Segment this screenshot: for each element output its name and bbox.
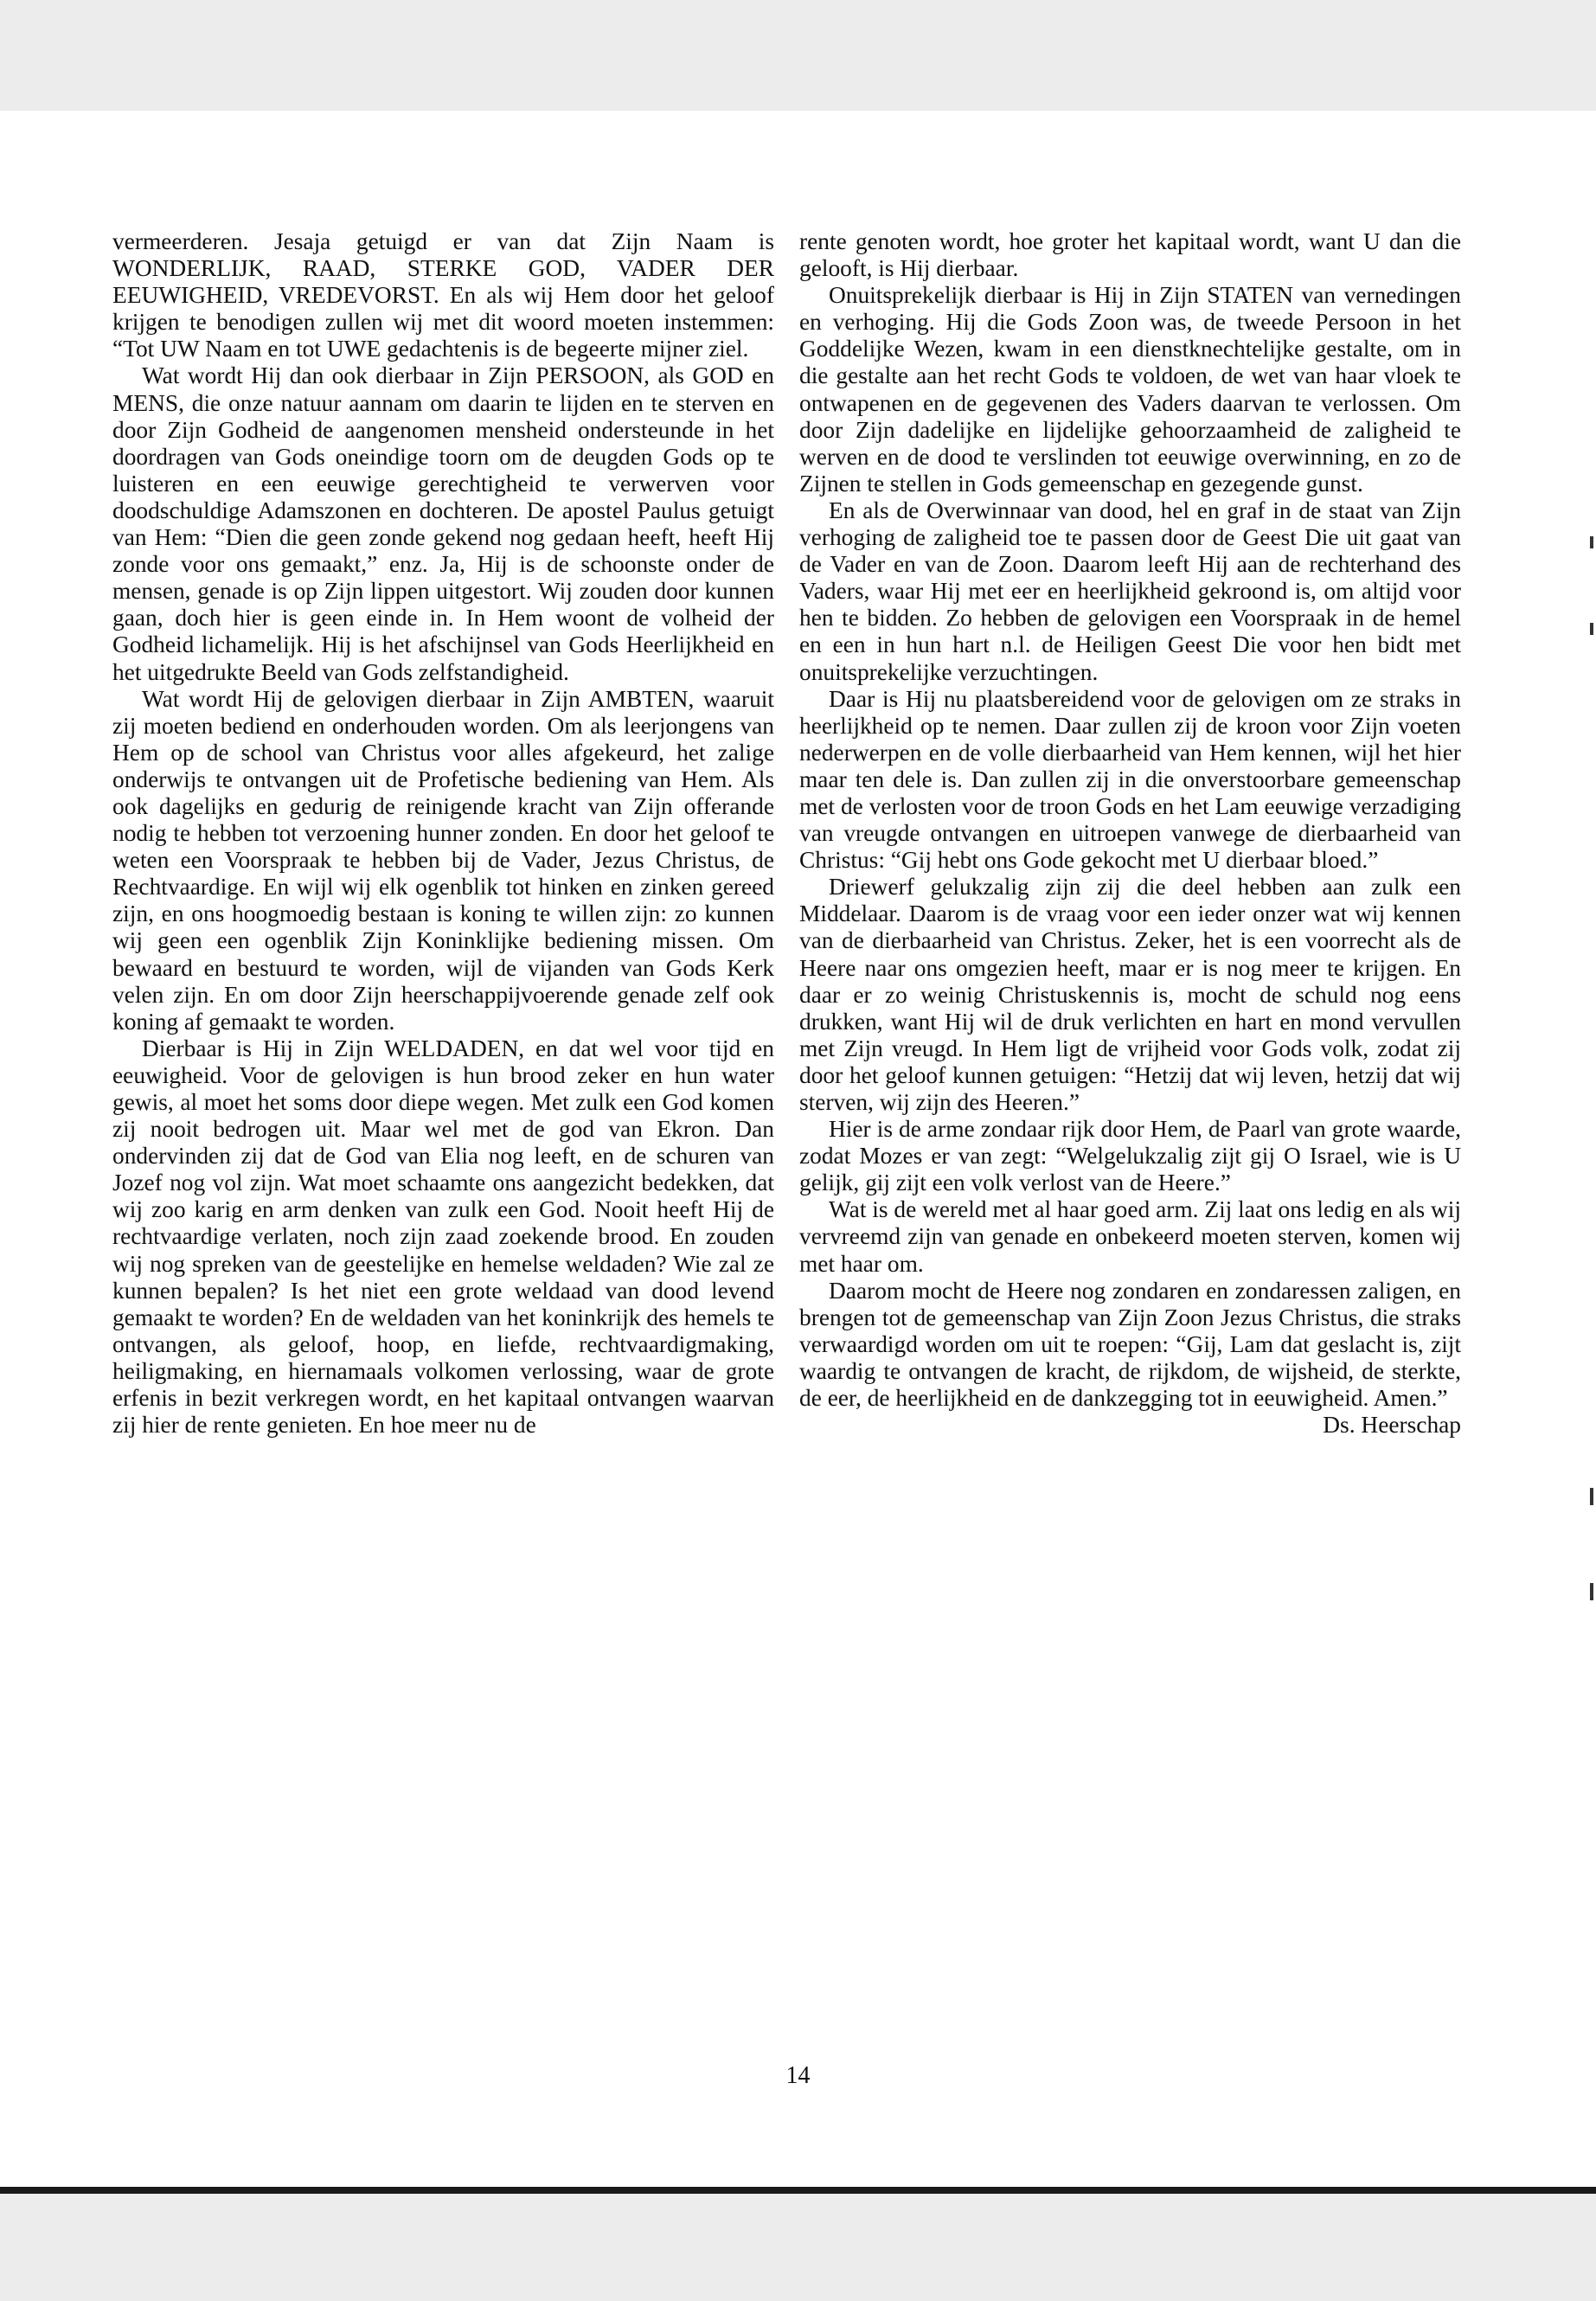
paragraph: Daarom mocht de Heere nog zondaren en zondaressen zaligen, en brengen tot de gemeenschap van Zijn Zoon Jezus Christus, die straks verwaardigd worden om uit te roepen: “Gij, Lam dat geslacht is, zijt waardig te ontvangen de kracht, de rijkdom, de wijsheid, de sterkte, de eer, de heerlijkheid en de dankzegging tot in eeuwigheid. Amen.” — [799, 1277, 1461, 1412]
right-text-column — [799, 228, 1461, 1439]
author-signature: Ds. Heerschap — [1323, 1412, 1461, 1439]
paragraph: rente genoten wordt, hoe groter het kapitaal wordt, want U dan die gelooft, is Hij dierbaar. — [799, 228, 1461, 282]
paragraph: Onuitsprekelijk dierbaar is Hij in Zijn STATEN van vernedingen en verhoging. Hij die Gods Zoon was, de tweede Persoon in het Goddelijke Wezen, kwam in een dienstknechtelijke gestalte, om in die gestalte aan het recht Gods te voldoen, de wet van haar vloek te ontwapenen en de gegevenen des Vaders daarvan te verlossen. Om door Zijn dadelijke en lijdelijke gehoorzaamheid de zaligheid te werven en de dood te verslinden tot eeuwige overwinning, en zo de Zijnen te stellen in Gods gemeenschap en gezegende gunst. — [799, 282, 1461, 497]
paragraph: Dierbaar is Hij in Zijn WELDADEN, en dat wel voor tijd en eeuwigheid. Voor de gelovigen is hun brood zeker en hun water gewis, al moet het soms door diepe wegen. Met zulk een God komen zij nooit bedrogen uit. Maar wel met de god van Ekron. Dan ondervinden zij dat de God van Elia nog leeft, en de schuren van Jozef nog vol zijn. Wat moet schaamte ons aangezicht bedekken, dat wij zoo karig en arm denken van zulk een God. Nooit heeft Hij de rechtvaardige verlaten, noch zijn zaad zoekende brood. En zouden wij nog spreken van de geestelijke en hemelse weldaden? Wie zal ze kunnen bepalen? Is het niet een grote weldaad van dood levend gemaakt te worden? En de weldaden van het koninkrijk des hemels te ontvangen, als geloof, hoop, en liefde, rechtvaardigmaking, heiligmaking, en hiernamaals volkomen verlossing, waar de grote erfenis in bezit verkregen wordt, en het kapitaal ontvangen waarvan zij hier de rente genieten. En hoe meer nu de — [112, 1035, 774, 1439]
paragraph: Driewerf gelukzalig zijn zij die deel hebben aan zulk een Middelaar. Daarom is de vraag voor een ieder onzer wat wij kennen van de dierbaarheid van Christus. Zeker, het is een voorrecht als de Heere naar ons omgezien heeft, maar er is nog meer te krijgen. En daar er zo weinig Christuskennis is, mocht de schuld nog eens drukken, want Hij wil de druk verlichten en hart en mond vervullen met Zijn vreugd. In Hem ligt de vrijheid voor Gods volk, zodat zij door het geloof kunnen getuigen: “Hetzij dat wij leven, hetzij dat wij sterven, wij zijn des Heeren.” — [799, 874, 1461, 1115]
scan-edge-mark — [1590, 1488, 1593, 1505]
paragraph: En als de Overwinnaar van dood, hel en graf in de staat van Zijn verhoging de zaligheid toe te passen door de Geest Die uit gaat van de Vader en van de Zoon. Daarom leeft Hij aan de rechterhand des Vaders, waar Hij met eer en heerlijkheid gekroond is, om altijd voor hen te bidden. Zo hebben de gelovigen een Voorspraak in de hemel en een in hun hart n.l. de Heiligen Geest Die voor hen bidt met onuitsprekelijke verzuchtingen. — [799, 497, 1461, 685]
scan-edge-mark — [1590, 536, 1593, 548]
paragraph: Daar is Hij nu plaatsbereidend voor de gelovigen om ze straks in heerlijkheid op te nemen. Daar zullen zij de kroon voor Zijn voeten nederwerpen en de volle dierbaarheid van Hem kennen, wijl het hier maar ten dele is. Dan zullen zij in die onverstoorbare gemeenschap met de verlosten voor de troon Gods en het Lam eeuwige verzadiging van vreugde ontvangen en uitroepen vanwege de dierbaarheid van Christus: “Gij hebt ons Gode gekocht met U dierbaar bloed.” — [799, 685, 1461, 874]
scan-edge-mark — [1590, 623, 1593, 635]
left-text-column — [112, 228, 774, 1439]
scan-top-margin — [0, 0, 1596, 111]
paragraph: Wat wordt Hij dan ook dierbaar in Zijn PERSOON, als GOD en MENS, die onze natuur aannam om daarin te lijden en te sterven en door Zijn Godheid de aangenomen mensheid ondersteunde in het doordragen van Gods oneindige toorn om de deugden Gods op te luisteren en een eeuwige gerechtigheid te verwerven voor doodschuldige Adamszonen en dochteren. De apostel Paulus getuigt van Hem: “Dien die geen zonde gekend nog gedaan heeft, heeft Hij zonde voor ons gemaakt,” enz. Ja, Hij is de schoonste onder de mensen, genade is op Zijn lippen uitgestort. Wij zouden door kunnen gaan, doch hier is geen einde in. In Hem woont de volheid der Godheid lichamelijk. Hij is het afschijnsel van Gods Heerlijkheid en het uitgedrukte Beeld van Gods zelfstandigheid. — [112, 362, 774, 685]
paragraph: vermeerderen. Jesaja getuigd er van dat Zijn Naam is WONDERLIJK, RAAD, STERKE GOD, VADER DER EEUWIGHEID, VREDEVORST. En als wij Hem door het geloof krijgen te benodigen zullen wij met dit woord moeten instemmen: “Tot UW Naam en tot UWE gedachtenis is de begeerte mijner ziel. — [112, 228, 774, 362]
paragraph: Hier is de arme zondaar rijk door Hem, de Paarl van grote waarde, zodat Mozes er van zegt: “Welgelukzalig zijt gij O Israel, wie is U gelijk, gij zijt een volk verlost van de Heere.” — [799, 1116, 1461, 1196]
paragraph: Wat wordt Hij de gelovigen dierbaar in Zijn AMBTEN, waaruit zij moeten bediend en onderhouden worden. Om als leerjongens van Hem op de school van Christus voor alles afgekeurd, het zalige onderwijs te ontvangen uit de Profetische bediening van Hem. Als ook dagelijks en gedurig de reinigende kracht van Zijn offerande nodig te hebben tot verzoening hunner zonden. En door het geloof te weten een Voorspraak te hebben bij de Vader, Jezus Christus, de Rechtvaardige. En wijl wij elk ogenblik tot hinken en zinken gereed zijn, en ons hoogmoedig bestaan is koning te willen zijn: zo kunnen wij geen een ogenblik Zijn Koninklijke bediening missen. Om bewaard en bestuurd te worden, wijl de vijanden van Gods Kerk velen zijn. En om door Zijn heerschappijvoerende genade zelf ook koning af gemaakt te worden. — [112, 685, 774, 1035]
scan-edge-mark — [1590, 1583, 1593, 1600]
scan-bottom-rule — [0, 2187, 1596, 2194]
paragraph: Wat is de wereld met al haar goed arm. Zij laat ons ledig en als wij vervreemd zijn van genade en onbekeerd moeten sterven, komen wij met haar om. — [799, 1196, 1462, 1277]
page-number: 14 — [785, 2062, 811, 2089]
scan-bottom-margin — [0, 2194, 1596, 2301]
